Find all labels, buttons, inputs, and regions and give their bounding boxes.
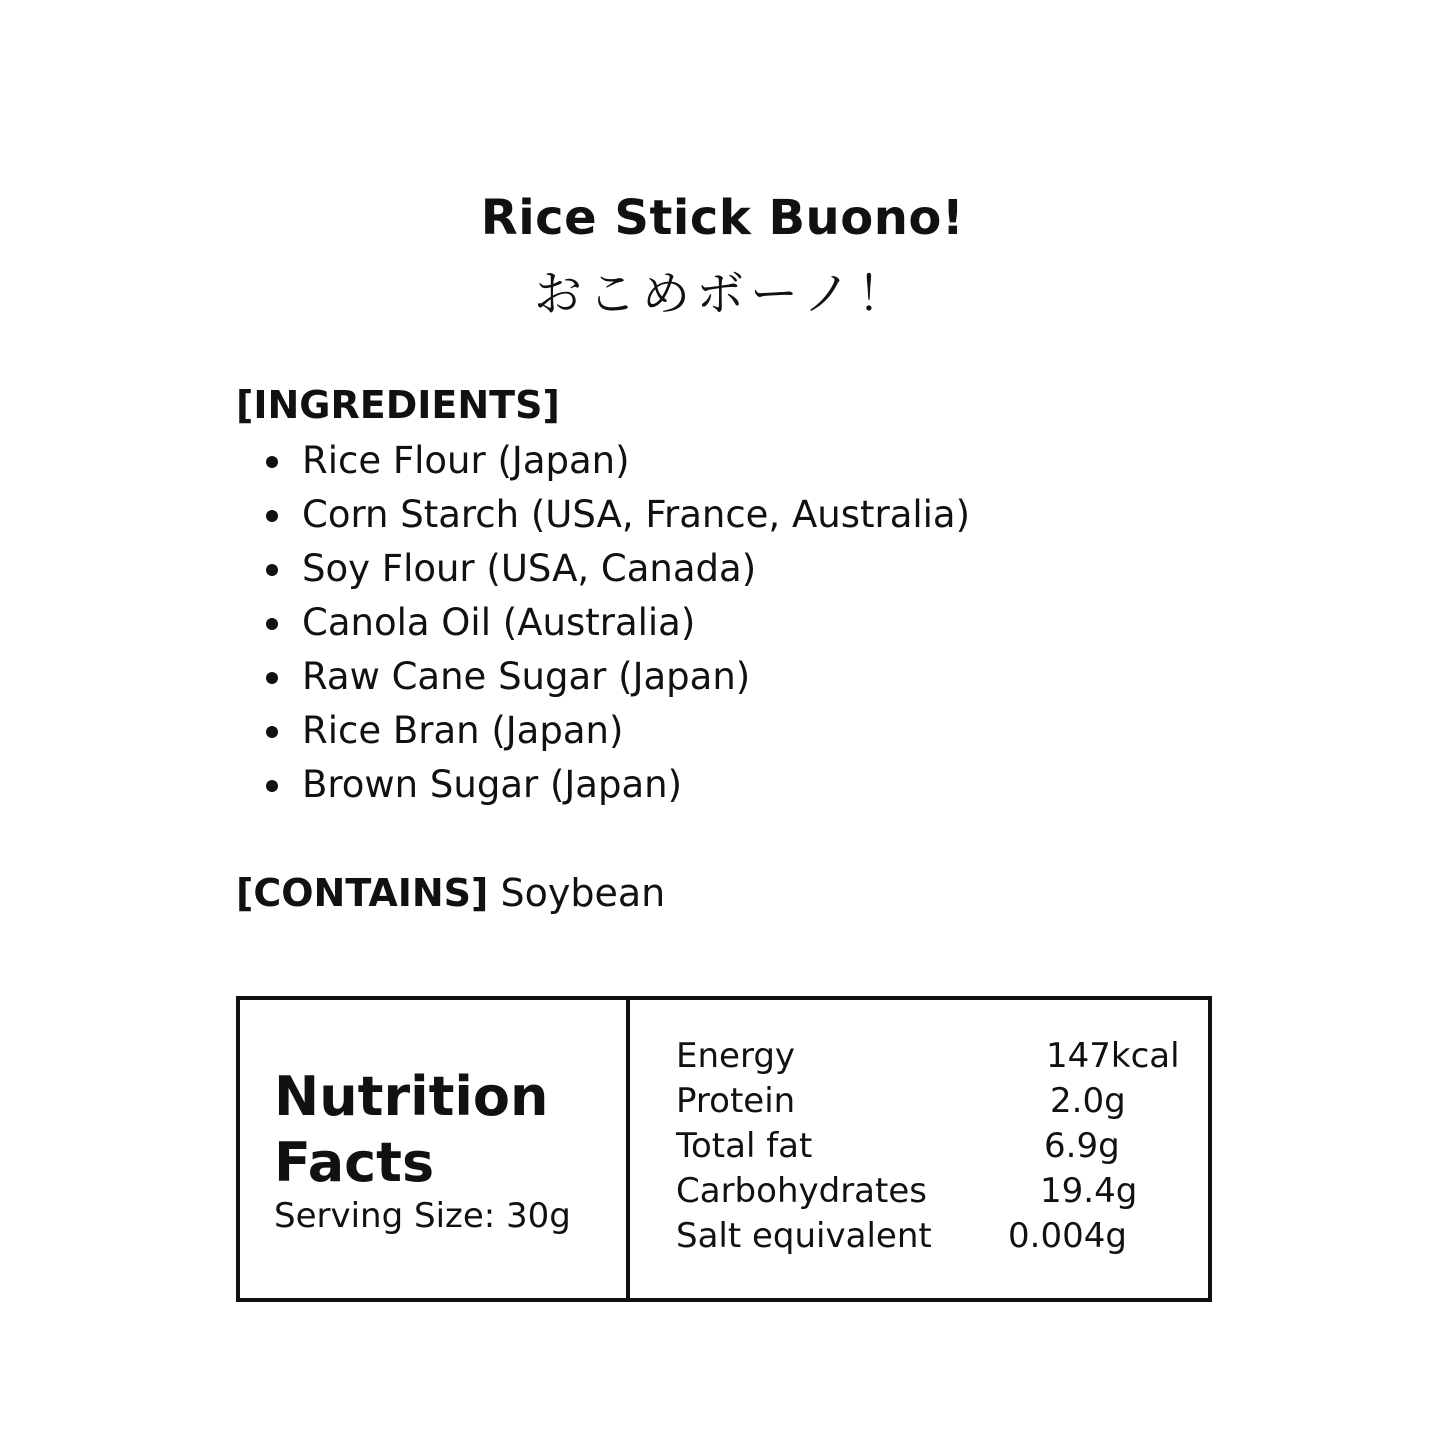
nutrient-value: 147kcal [1046,1036,1180,1076]
contains-value: Soybean [500,871,666,915]
ingredient-item [262,488,970,542]
nutrient-value: 6.9g [1044,1126,1120,1166]
bullet-icon [266,456,278,468]
ingredient-text: Raw Cane Sugar (Japan) [302,655,751,698]
ingredient-text: Rice Flour (Japan) [302,439,630,482]
nutrition-row-salt-equivalent [676,1214,1186,1259]
allergen-statement [236,866,665,920]
nutrient-name: Salt equivalent [676,1216,932,1256]
bullet-icon [266,510,278,522]
nutrition-facts-panel [236,996,1212,1302]
ingredient-item [262,650,970,704]
bullet-icon [266,672,278,684]
bullet-icon [266,564,278,576]
ingredient-text: Rice Bran (Japan) [302,709,624,752]
ingredient-item [262,542,970,596]
product-title: Rice Stick Buono! [480,190,965,246]
panel-divider [626,1000,630,1298]
ingredients-list [262,434,970,812]
ingredients-heading: [INGREDIENTS] [236,383,560,427]
bullet-icon [266,618,278,630]
nutrient-name: Total fat [676,1126,813,1166]
nutrition-row-energy [676,1034,1186,1079]
ingredient-text: Brown Sugar (Japan) [302,763,683,806]
contains-label: [CONTAINS] [236,871,489,915]
nutrition-facts-title [274,1064,614,1196]
nutrition-title-line1: Nutrition [274,1065,549,1128]
nutrient-value: 19.4g [1040,1171,1138,1211]
nutrient-name: Protein [676,1081,796,1121]
nutrient-value: 0.004g [1008,1216,1127,1256]
ingredient-text: Soy Flour (USA, Canada) [302,547,757,590]
product-subtitle-japanese: おこめボーノ！ [533,266,912,322]
nutrition-title-line2: Facts [274,1131,435,1194]
serving-size: Serving Size: 30g [274,1196,571,1236]
nutrition-row-total-fat [676,1124,1186,1169]
ingredient-item [262,758,970,812]
ingredient-item [262,704,970,758]
nutrient-name: Carbohydrates [676,1171,927,1211]
ingredient-item [262,434,970,488]
nutrient-name: Energy [676,1036,796,1076]
bullet-icon [266,780,278,792]
nutrition-table [676,1034,1186,1259]
nutrition-row-protein [676,1079,1186,1124]
bullet-icon [266,726,278,738]
ingredient-text: Corn Starch (USA, France, Australia) [302,493,971,536]
ingredient-text: Canola Oil (Australia) [302,601,696,644]
nutrient-value: 2.0g [1050,1081,1126,1121]
ingredient-item [262,596,970,650]
nutrition-row-carbohydrates [676,1169,1186,1214]
